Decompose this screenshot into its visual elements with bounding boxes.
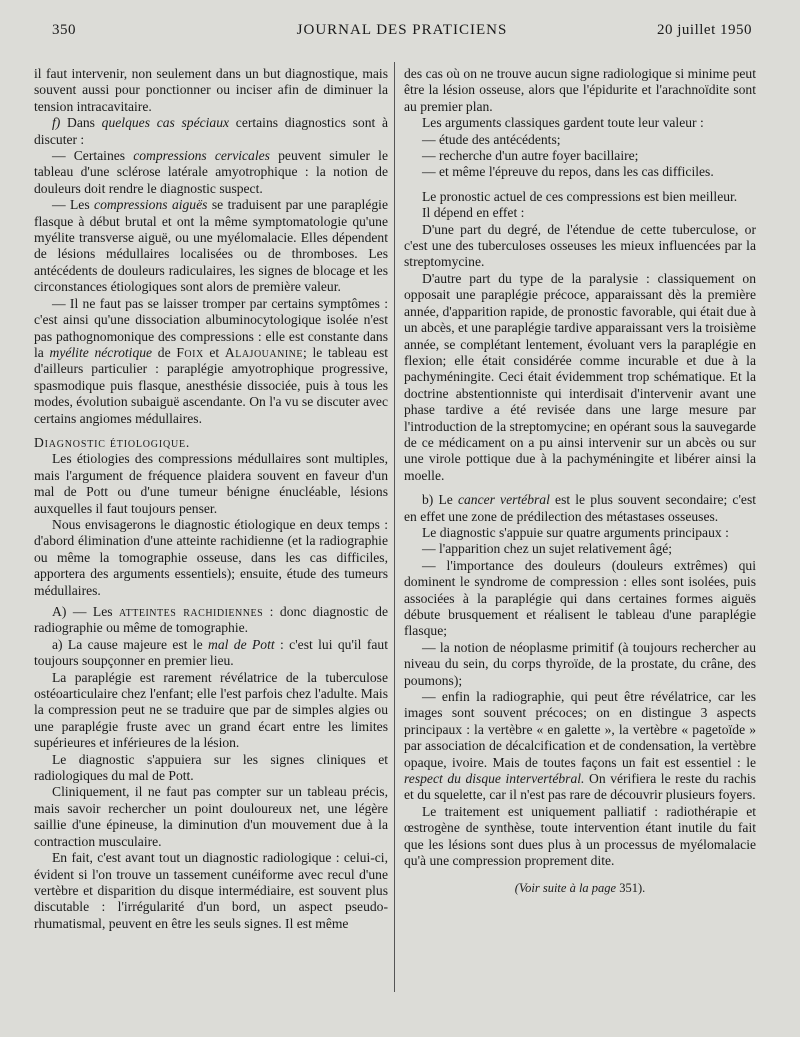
paragraph: Le traitement est uniquement palliatif : radiothérapie et œstrogène de synthèse, toute intervention étant inutile du fait que les lésions sont dues plus à un processus de myélomalacie qu'à une compression proprement dite.: [404, 803, 756, 869]
list-item: — la notion de néoplasme primitif (à toujours rechercher au niveau du sein, du corps thyroïde, de la prostate, du crâne, des poumons);: [404, 639, 756, 688]
section-heading: Diagnostic étiologique.: [34, 434, 191, 450]
list-item: — étude des antécédents;: [422, 131, 561, 147]
paragraph: — Les compressions aiguës se traduisent par une paraplégie flasque à début brutal et ont la même symptomatologie qu'une myélite transverse aiguë, ou une myélomalacie. Elles dépendent de lésions médullaires localisées ou de thromboses. Les antécédents de douleurs radiculaires, les signes de blocage et les circonstances étiologiques sont alors de première valeur.: [34, 197, 388, 295]
issue-date: 20 juillet 1950: [657, 22, 752, 38]
paragraph: Le diagnostic s'appuiera sur les signes cliniques et radiologiques du mal de Pott.: [34, 751, 388, 784]
paragraph: Les arguments classiques gardent toute leur valeur :: [422, 115, 704, 131]
list-item: — et même l'épreuve du repos, dans les cas difficiles.: [422, 164, 714, 180]
paragraph: En fait, c'est avant tout un diagnostic radiologique : celui-ci, évident si l'on trouve un tassement cunéiforme avec recul d'une vertèbre et disparition du disque intermédiaire, est souvent plus discutable : l'irrégularité d'un bord, un aspect pseudo-rhumatismal, peuvent en être les seuls signes. Il est même: [34, 850, 388, 931]
paragraph: — Il ne faut pas se laisser tromper par certains symptômes : c'est ainsi qu'une dissociation albuminocytologique isolée n'est pas pathognomonique des compressions : elle est constante dans la myélite nécrotique de Foix et Alajouanine; le tableau est d'ailleurs particulier : paraplégie amyotrophique progressive, spasmodique puis flasque, anesthésie dissociée, puis à tous les modes, évolution subaiguë ascendante. On l'a vu se discuter avec certains angiomes médullaires.: [34, 295, 389, 426]
paragraph: Les étiologies des compressions médullaires sont multiples, mais l'argument de fréquence plaidera souvent en faveur d'un mal de Pott ou d'une tumeur bénigne énucléable, lésions auxquelles il faut toujours penser.: [34, 451, 388, 516]
paragraph: Nous envisagerons le diagnostic étiologique en deux temps : d'abord élimination d'une atteinte rachidienne (et la radiographie ou même la tomographie osseuse, dans les cas difficiles, apportera des arguments essentiels); ensuite, étude des tumeurs médullaires.: [34, 516, 388, 598]
paragraph: f) Dans quelques cas spéciaux certains diagnostics sont à discuter :: [34, 115, 388, 147]
paragraph: D'autre part du type de la paralysie : classiquement on opposait une paraplégie précoce, apparaissant dès la première année, d'apparition rapide, de pronostic favorable, qui était due à un abcès, et une paraplégie tardive apparaissant vers la troisième année, se complétant lentement, évoluant vers la paraplégie en flexion; elle était considérée comme incurable et due à la pachyméningite. Ceci était évidemment trop schématique. Et la doctrine abstentionniste qui interdisait d'intervenir avant une phase tardive a été revisée dans une large mesure par l'introduction de la streptomycine; en opérant sous la sauvegarde de ce médicament on a pu ainsi intervenir sur un abcès ou sur une virole pottique due à la pachyméningite et libérer ainsi la moelle.: [404, 270, 757, 483]
left-column: [34, 66, 388, 932]
list-item: — l'apparition chez un sujet relativement âgé;: [422, 541, 673, 557]
page-header: [52, 22, 752, 44]
paragraph: b) Le cancer vertébral est le plus souvent secondaire; c'est en effet une zone de prédilection des métastases osseuses.: [404, 492, 757, 524]
page-number: 350: [52, 22, 76, 38]
paragraph: il faut intervenir, non seulement dans un but diagnostique, mais souvent aussi pour ponctionner ou inciser afin de diminuer la tension intracavitaire.: [34, 66, 388, 114]
paragraph: Cliniquement, il ne faut pas compter sur un tableau précis, mais savoir rechercher un point douloureux net, une légère saillie d'une épineuse, la diminution d'un mouvement due à la contraction musculaire.: [34, 784, 388, 849]
paragraph: D'une part du degré, de l'étendue de cette tuberculose, or c'est une des tuberculoses osseuses les mieux influencées par la streptomycine.: [404, 221, 756, 270]
paragraph: Le pronostic actuel de ces compressions est bien meilleur.: [422, 188, 738, 204]
paragraph: a) La cause majeure est le mal de Pott : c'est lui qu'il faut toujours soupçonner en premier lieu.: [34, 636, 388, 669]
paragraph: — Certaines compressions cervicales peuvent simuler le tableau d'une sclérose latérale amyotrophique : la notion de douleurs doit rendre le diagnostic suspect.: [34, 148, 388, 196]
paragraph: Il dépend en effet :: [422, 205, 525, 221]
list-item: — l'importance des douleurs (douleurs extrêmes) qui dominent le syndrome de compression : elles sont isolées, puis associées à la paraplégie qui dans certaines formes aiguës débute brusquement et réalisent le tableau d'une paraplégie flasque;: [404, 557, 756, 639]
paragraph: Le diagnostic s'appuie sur quatre arguments principaux :: [422, 524, 729, 540]
paragraph: des cas où on ne trouve aucun signe radiologique si minime peut être la lésion osseuse, alors que l'épidurite et l'arachnoïdite sont au premier plan.: [404, 66, 756, 114]
continuation-note: (Voir suite à la page 351).: [514, 880, 646, 895]
right-column: [404, 66, 756, 896]
column-divider: [394, 62, 395, 992]
list-item: — enfin la radiographie, qui peut être révélatrice, car les images sont souvent précoces; on en distingue 3 aspects principaux : la vertèbre « en galette », la vertèbre « pagetoïde » par association de décalcification et de condensation, la vertèbre opaque, ivoire. Mais de toutes façons un fait est essentiel : le respect du disque intervertébral. On vérifiera le reste du rachis et du squelette, car il n'est pas rare de découvrir plusieurs foyers.: [404, 689, 757, 803]
list-item: — recherche d'un autre foyer bacillaire;: [422, 148, 639, 164]
paragraph: La paraplégie est rarement révélatrice de la tuberculose ostéoarticulaire chez l'enfant; elle l'est parfois chez l'adulte. Mais la compression peut ne se traduire que par de simples algies ou une paraplégie fruste avec un grand écart entre les limites supérieures et inférieures de la lésion.: [34, 669, 388, 751]
journal-title: JOURNAL DES PRATICIENS: [296, 22, 508, 38]
paragraph: A) — Les atteintes rachidiennes : donc diagnostic de radiographie ou même de tomographie.: [34, 604, 388, 636]
